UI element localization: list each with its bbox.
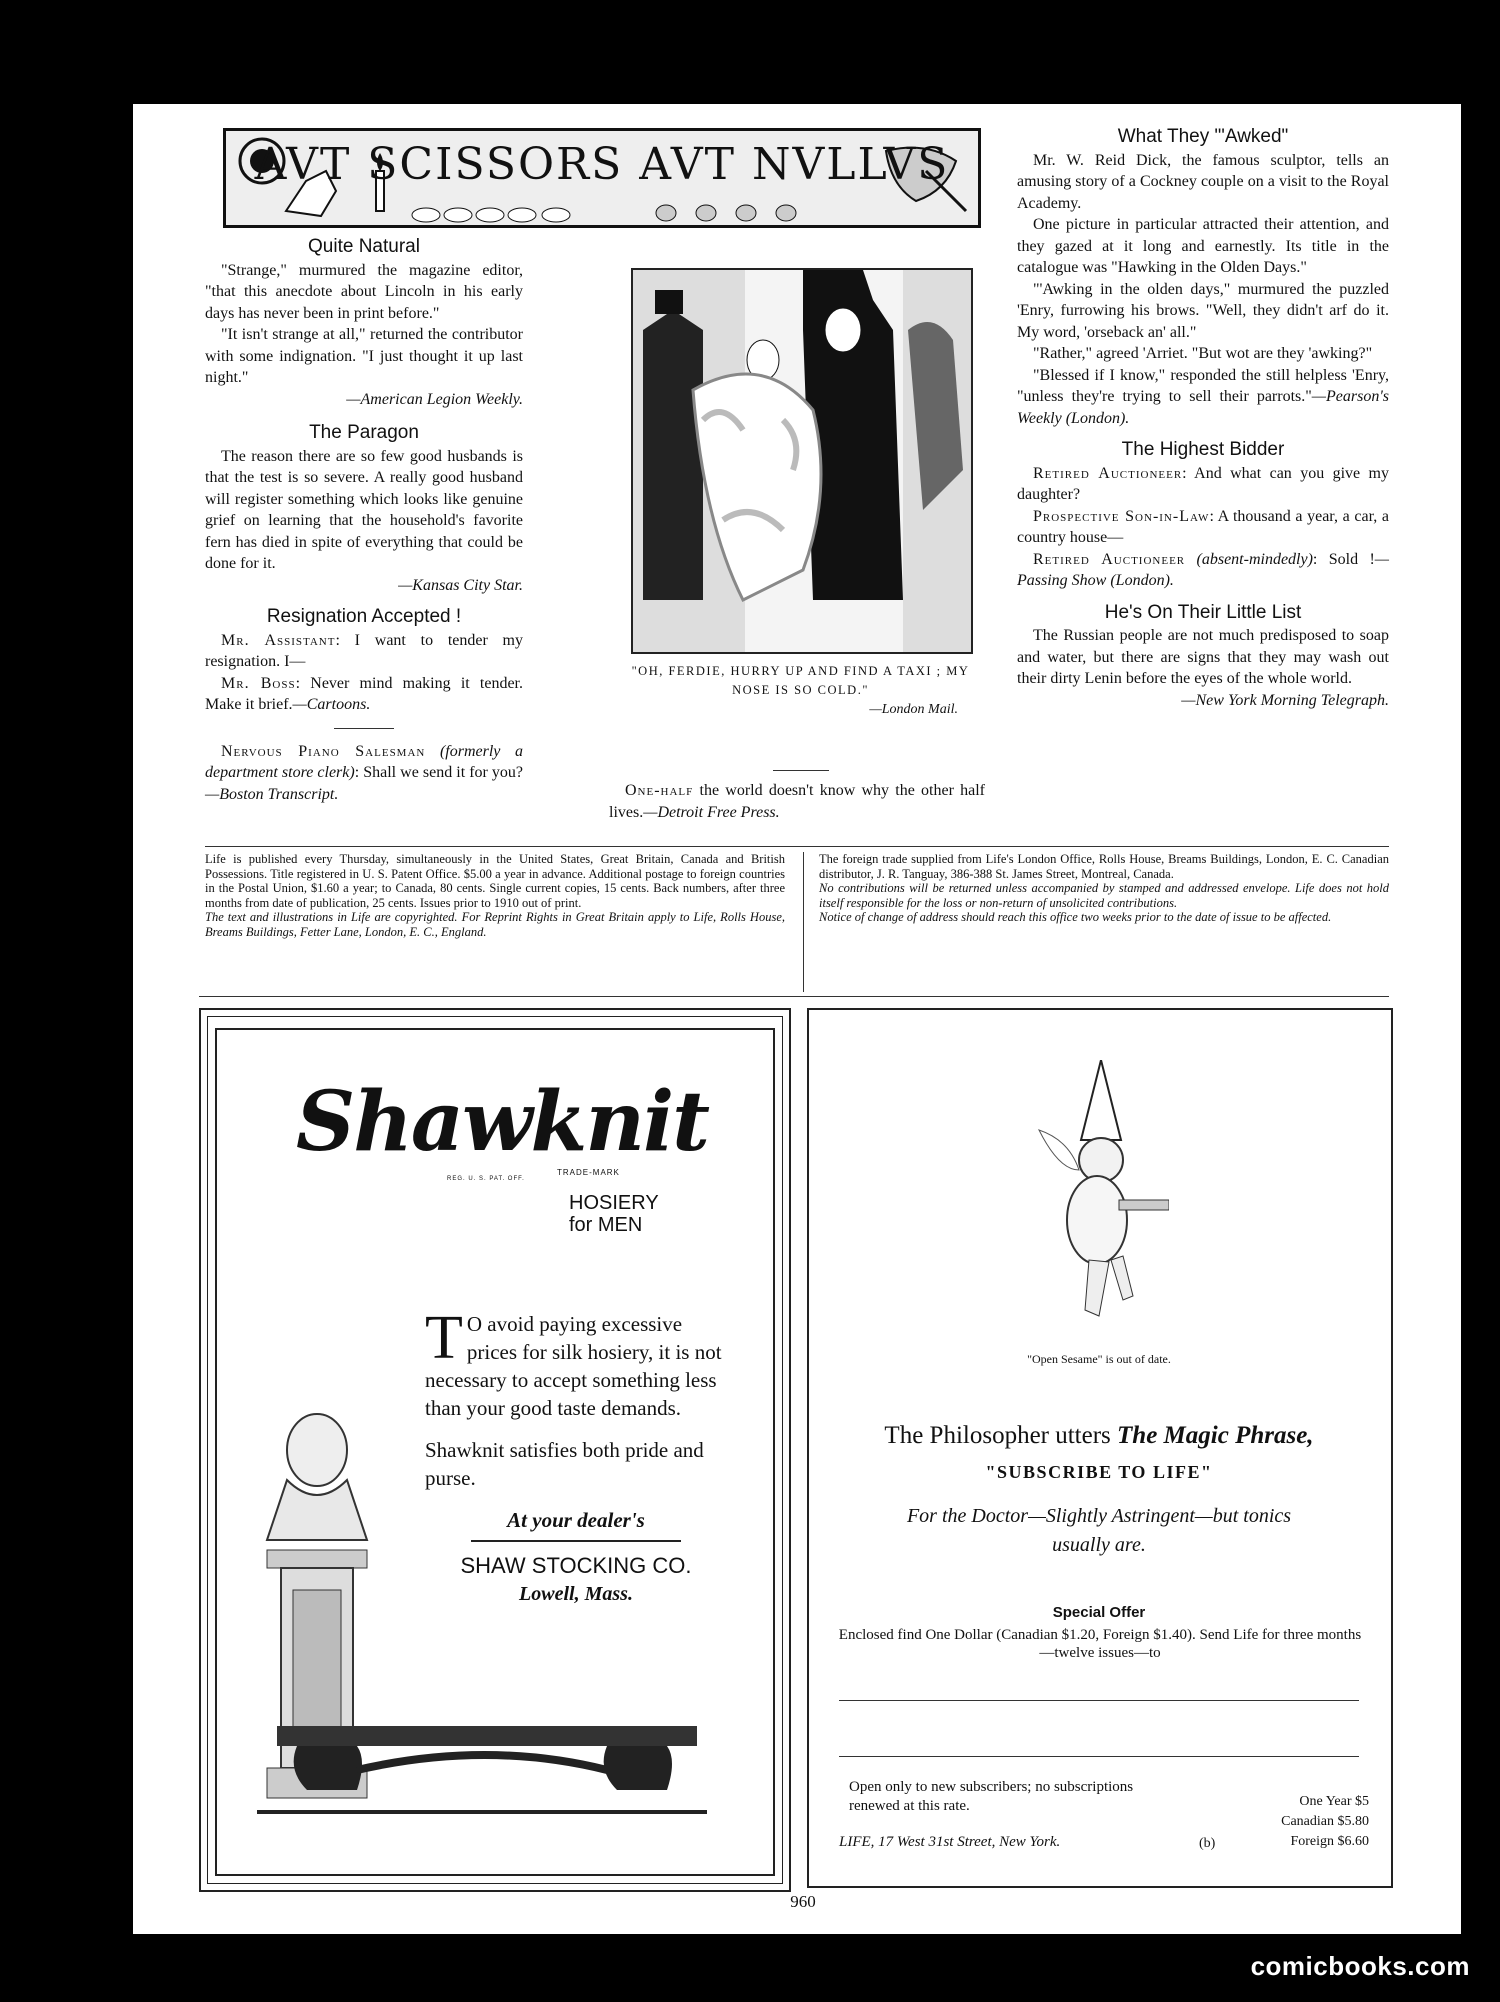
paragraph xyxy=(1017,365,1389,430)
dealer-line: At your dealer's xyxy=(507,1508,645,1532)
cartoon-illustration xyxy=(631,268,973,654)
price-canadian: Canadian $5.80 xyxy=(1281,1814,1369,1829)
paragraph: Mr. W. Reid Dick, the famous sculptor, tells an amusing story of a Cockney couple on a visit to the Royal Academy. xyxy=(1017,151,1389,212)
attribution: —Pearson's Weekly (London). xyxy=(1017,388,1389,427)
dialogue-line xyxy=(1017,506,1389,549)
page-number: 960 xyxy=(790,1892,816,1911)
rule xyxy=(199,996,1389,997)
speaker: Mr. Boss xyxy=(221,674,296,692)
address-line-1[interactable] xyxy=(839,1700,1359,1701)
attribution: —Cartoons. xyxy=(292,696,371,713)
price-list xyxy=(1229,1792,1369,1852)
rule xyxy=(205,846,1389,847)
registration-label: REG. U. S. PAT. OFF. xyxy=(447,1176,525,1182)
life-address: LIFE, 17 West 31st Street, New York. xyxy=(839,1834,1061,1850)
headline-highest-bidder: The Highest Bidder xyxy=(1121,439,1285,460)
cherub-illustration xyxy=(1029,1060,1169,1330)
speaker: Prospective Son-in-Law xyxy=(1033,507,1210,525)
trademark-label: TRADE-MARK xyxy=(557,1168,620,1177)
cartoon-caption xyxy=(623,662,978,719)
stage-direction: (formerly a department store clerk) xyxy=(205,742,524,781)
attribution: —Kansas City Star. xyxy=(398,576,523,594)
dialogue-line xyxy=(205,630,523,673)
attribution: —Boston Transcript. xyxy=(205,785,339,803)
dialogue-line xyxy=(1017,549,1389,592)
header-banner xyxy=(223,128,981,228)
dialogue-line xyxy=(205,741,523,806)
banner-title: AVT SCISSORS AVT NVLLVS xyxy=(254,139,950,190)
line-text: : I want to tender my resignation. I— xyxy=(205,631,523,670)
paragraph: "Strange," murmured the magazine editor, "that this anecdote about Lincoln in his early days has never been in print before." xyxy=(205,261,523,322)
headline-text: The Philosopher utters xyxy=(884,1422,1118,1449)
magic-phrase-headline xyxy=(829,1422,1369,1450)
bust-and-bench-illustration xyxy=(247,1410,717,1850)
for-men-label: for MEN xyxy=(569,1214,643,1236)
headline-quite-natural: Quite Natural xyxy=(308,236,420,257)
line-text: : A thousand a year, a car, a country house— xyxy=(1017,507,1390,546)
headline-resignation-accepted: Resignation Accepted ! xyxy=(266,606,462,627)
notice-text: Notice of change of address should reach this office two weeks prior to the date of issue to be affected. xyxy=(819,910,1332,924)
caption-attribution: —London Mail. xyxy=(869,702,958,717)
attribution: —Passing Show (London). xyxy=(1017,550,1389,589)
speaker: Nervous Piano Salesman xyxy=(221,742,426,760)
notice-text: No contributions will be returned unless accompanied by stamped and addressed envelope. Life does not hold itself responsible for the loss or non-return of unsolicited contributions. xyxy=(819,881,1389,910)
paragraph-text: "Blessed if I know," responded the still helpless 'Enry, "unless they're trying to sell their parrots." xyxy=(1017,366,1389,405)
headline-what-they-awked: What They "'Awked" xyxy=(1117,126,1289,147)
paragraph: "It isn't strange at all," returned the contributor with some indignation. "I just thought it up last night." xyxy=(205,326,523,386)
address-line-2[interactable] xyxy=(839,1756,1359,1757)
ad-body-text: O avoid paying excessive prices for silk hosiery, it is not necessary to accept something less than your good taste demands. xyxy=(425,1312,722,1420)
offer-code: (b) xyxy=(1199,1836,1216,1851)
ad-border-inner xyxy=(215,1028,775,1876)
subscribe-advertisement xyxy=(807,1008,1393,1888)
notice-text: The text and illustrations in Life are copyrighted. For Reprint Rights in Great Britain apply to Life, Rolls House, Breams Buildings, Fetter Lane, London, E. C., England. xyxy=(205,910,785,939)
cherub-caption: "Open Sesame" is out of date. xyxy=(1027,1352,1171,1366)
dialogue-line xyxy=(205,673,523,716)
price-foreign: Foreign $6.60 xyxy=(1290,1834,1369,1849)
line-text: : Never mind making it tender. Make it brief. xyxy=(205,674,523,713)
publication-notice-left xyxy=(205,852,785,939)
caption-text: "OH, FERDIE, HURRY UP AND FIND A TAXI ; MY NOSE IS SO COLD." xyxy=(631,664,970,697)
drop-cap: T xyxy=(425,1304,463,1372)
company-city: Lowell, Mass. xyxy=(519,1583,633,1605)
brand-logo: Shawknit xyxy=(295,1074,709,1170)
column-right xyxy=(1017,126,1389,711)
quip-text: the world doesn't know why the other half lives. xyxy=(609,782,985,821)
paragraph: The reason there are so few good husbands is that the test is so severe. A really good husband will register something which looks like genuine grief on learning that the household's favorite fern has died in spite of everything that could be done for it. xyxy=(205,447,523,572)
notice-text: Life is published every Thursday, simultaneously in the United States, Great Britain, Canada and British Possessions. Title registered in U. S. Patent Office. $5.00 a year in advance. Additional postage to foreign countries in the Postal Union, $1.60 a year; to Canada, 80 cents. Single current copies, 15 cents. Back numbers, after three months from date of publication, 25 cents. Issues prior to 1910 out of print. xyxy=(205,852,785,910)
notice-text: The foreign trade supplied from Life's London Office, Rolls House, Breams Buildings, London, E. C. Canadian distributor, J. R. Tanguay, 386-388 St. James Street, Montreal, Canada. xyxy=(819,852,1389,881)
publication-notice-right xyxy=(819,852,1389,925)
column-left xyxy=(205,228,523,805)
cartoon-drawing xyxy=(633,270,971,652)
speaker: Retired Auctioneer xyxy=(1033,464,1183,482)
company-name: SHAW STOCKING CO. xyxy=(460,1553,692,1578)
headline-the-paragon: The Paragon xyxy=(309,422,419,443)
line-text: : Shall we send it for you? xyxy=(354,764,523,781)
attribution: —New York Morning Telegraph. xyxy=(1181,691,1389,709)
attribution: —American Legion Weekly. xyxy=(346,390,523,408)
stage-direction: (absent-mindedly) xyxy=(1196,550,1313,568)
lead-word: One-half xyxy=(625,782,694,799)
tonic-line: For the Doctor—Slightly Astringent—but tonics usually are. xyxy=(906,1505,1292,1556)
hosiery-label: HOSIERY xyxy=(569,1192,659,1214)
site-watermark: comicbooks.com xyxy=(1250,1951,1470,1981)
divider xyxy=(334,728,394,729)
paragraph: One picture in particular attracted their attention, and they gazed at it long and earnestly. Its title in the catalogue was "Hawking in the Olden Days." xyxy=(1017,216,1389,276)
special-offer-text: Enclosed find One Dollar (Canadian $1.20, Foreign $1.40). Send Life for three months—twelve issues—to xyxy=(838,1627,1362,1661)
line-text: : Sold ! xyxy=(1312,550,1375,568)
magazine-page xyxy=(133,104,1461,1934)
shawknit-advertisement xyxy=(199,1008,791,1892)
speaker: Mr. Assistant xyxy=(221,631,336,649)
attribution: —Detroit Free Press. xyxy=(643,803,780,821)
rule-vertical xyxy=(803,852,804,992)
price-one-year: One Year $5 xyxy=(1299,1794,1369,1809)
divider xyxy=(773,770,829,771)
paragraph: "Rather," agreed 'Arriet. "But wot are they 'awking?" xyxy=(1033,345,1373,362)
speaker: Retired Auctioneer xyxy=(1033,550,1186,568)
ad-body-text: Shawknit satisfies both pride and purse. xyxy=(425,1438,704,1490)
headline-emphasis: The Magic Phrase, xyxy=(1117,1422,1314,1449)
paragraph: "'Awking in the olden days," murmured the puzzled 'Enry, furrowing his brows. "Well, they didn't arf do it. My word, 'orseback an' all." xyxy=(1017,280,1389,341)
subscribe-cta: "SUBSCRIBE TO LIFE" xyxy=(985,1462,1213,1482)
open-only-note: Open only to new subscribers; no subscriptions renewed at this rate. xyxy=(849,1779,1134,1814)
line-text: : And what can you give my daughter? xyxy=(1017,464,1389,503)
paragraph: The Russian people are not much predisposed to soap and water, but there are signs that they may wash out their dirty Lenin before the eyes of the whole world. xyxy=(1017,627,1389,687)
dialogue-line xyxy=(1017,463,1389,506)
headline-little-list: He's On Their Little List xyxy=(1104,601,1302,623)
special-offer-title: Special Offer xyxy=(1052,1604,1146,1621)
quip-world-half xyxy=(609,780,985,823)
